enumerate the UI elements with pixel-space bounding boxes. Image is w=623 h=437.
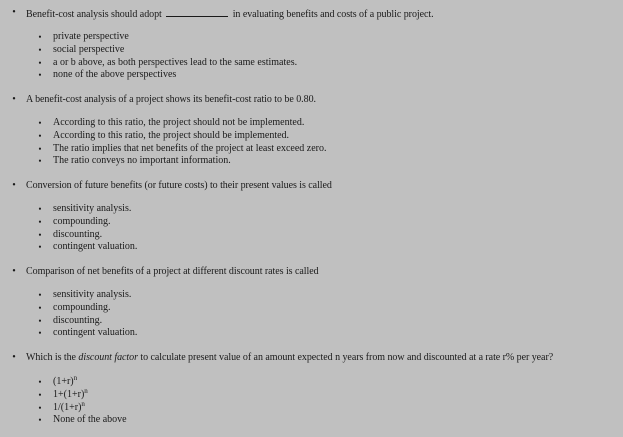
option-item: [0, 327, 623, 340]
option-formula-exponent: n: [81, 399, 85, 408]
option-item: [0, 414, 623, 427]
option-item: [0, 117, 623, 130]
option-formula-exponent: n: [84, 386, 88, 395]
option-item: [0, 57, 623, 70]
question-2-text: A benefit-cost analysis of a project shows its benefit-cost ratio to be 0.80.: [26, 94, 316, 105]
option-text: contingent valuation.: [53, 327, 138, 339]
option-item: [0, 216, 623, 229]
question-4: [0, 266, 623, 278]
option-item: [0, 399, 623, 415]
bullet-icon: •: [38, 389, 42, 400]
question-5-options: [0, 376, 623, 427]
discount-factor-term: discount factor: [78, 352, 138, 363]
bullet-icon: •: [38, 302, 42, 313]
question-5-text-before: Which is the: [26, 352, 76, 363]
option-item: [0, 203, 623, 216]
option-text: According to this ratio, the project should not be implemented.: [53, 117, 305, 128]
bullet-icon: •: [38, 242, 42, 253]
bullet-icon: •: [38, 216, 42, 227]
option-item: [0, 143, 623, 156]
option-item: [0, 130, 623, 143]
bullet-icon: •: [38, 44, 42, 55]
option-text: The ratio conveys no important information.: [53, 155, 231, 167]
option-text: contingent valuation.: [53, 241, 138, 253]
question-1-text-after: in evaluating benefits and costs of a public project.: [232, 9, 434, 20]
option-item: [0, 386, 623, 402]
option-item: [0, 31, 623, 44]
option-text: social perspective: [53, 43, 125, 55]
bullet-icon: •: [12, 352, 16, 363]
bullet-icon: •: [38, 290, 42, 300]
question-1-text: [26, 9, 434, 20]
question-4-options: [0, 289, 623, 340]
option-item: [0, 315, 623, 328]
option-text: According to this ratio, the project should be implemented.: [53, 129, 290, 141]
bullet-icon: •: [12, 180, 16, 191]
bullet-icon: •: [38, 156, 42, 167]
question-3-text: Conversion of future benefits (or future costs) to their present values is called: [26, 180, 332, 191]
bullet-icon: •: [38, 377, 42, 387]
option-item: [0, 289, 623, 302]
question-3: [0, 180, 623, 192]
bullet-icon: •: [12, 94, 16, 105]
option-text: None of the above: [53, 414, 127, 426]
option-text: none of the above perspectives: [53, 69, 177, 81]
option-text: The ratio implies that net benefits of the project at least exceed zero.: [53, 142, 327, 154]
option-text: sensitivity analysis.: [53, 203, 132, 214]
answer-blank: [166, 7, 228, 17]
option-text: private perspective: [53, 31, 129, 42]
option-item: [0, 302, 623, 315]
option-text: discounting.: [53, 228, 103, 240]
question-1-text-before: Benefit-cost analysis should adopt: [26, 9, 162, 20]
option-item: [0, 241, 623, 254]
question-5: [0, 352, 623, 364]
bullet-icon: •: [38, 118, 42, 128]
option-text: compounding.: [53, 215, 111, 227]
bullet-icon: •: [38, 415, 42, 426]
bullet-icon: •: [12, 7, 16, 18]
option-formula-base: 1/(1+r): [53, 401, 82, 413]
question-2-options: [0, 117, 623, 168]
option-item: [0, 376, 623, 389]
option-item: [0, 44, 623, 57]
bullet-icon: •: [38, 57, 42, 68]
question-3-options: [0, 203, 623, 254]
question-1-options: [0, 31, 623, 82]
question-4-text: Comparison of net benefits of a project at different discount rates is called: [26, 266, 319, 277]
bullet-icon: •: [38, 143, 42, 154]
question-2: [0, 94, 623, 106]
bullet-icon: •: [38, 130, 42, 141]
option-formula-base: (1+r): [53, 376, 74, 387]
bullet-icon: •: [38, 204, 42, 214]
option-item: [0, 69, 623, 82]
option-text: discounting.: [53, 314, 103, 326]
bullet-icon: •: [38, 229, 42, 240]
bullet-icon: •: [38, 402, 42, 413]
option-item: [0, 155, 623, 168]
option-formula-exponent: n: [73, 374, 78, 382]
bullet-icon: •: [12, 266, 16, 277]
option-item: [0, 229, 623, 242]
bullet-icon: •: [38, 328, 42, 339]
bullet-icon: •: [38, 32, 42, 42]
option-text: sensitivity analysis.: [53, 289, 132, 300]
bullet-icon: •: [38, 70, 42, 81]
question-1: [0, 7, 623, 21]
option-text: a or b above, as both perspectives lead to the same estimates.: [53, 56, 298, 68]
question-5-text: [26, 352, 553, 363]
bullet-icon: •: [38, 315, 42, 326]
option-formula-base: 1+(1+r): [53, 388, 85, 400]
question-5-text-after: to calculate present value of an amount expected n years from now and discounted at a rate r% per year?: [140, 352, 554, 363]
option-text: compounding.: [53, 301, 111, 313]
